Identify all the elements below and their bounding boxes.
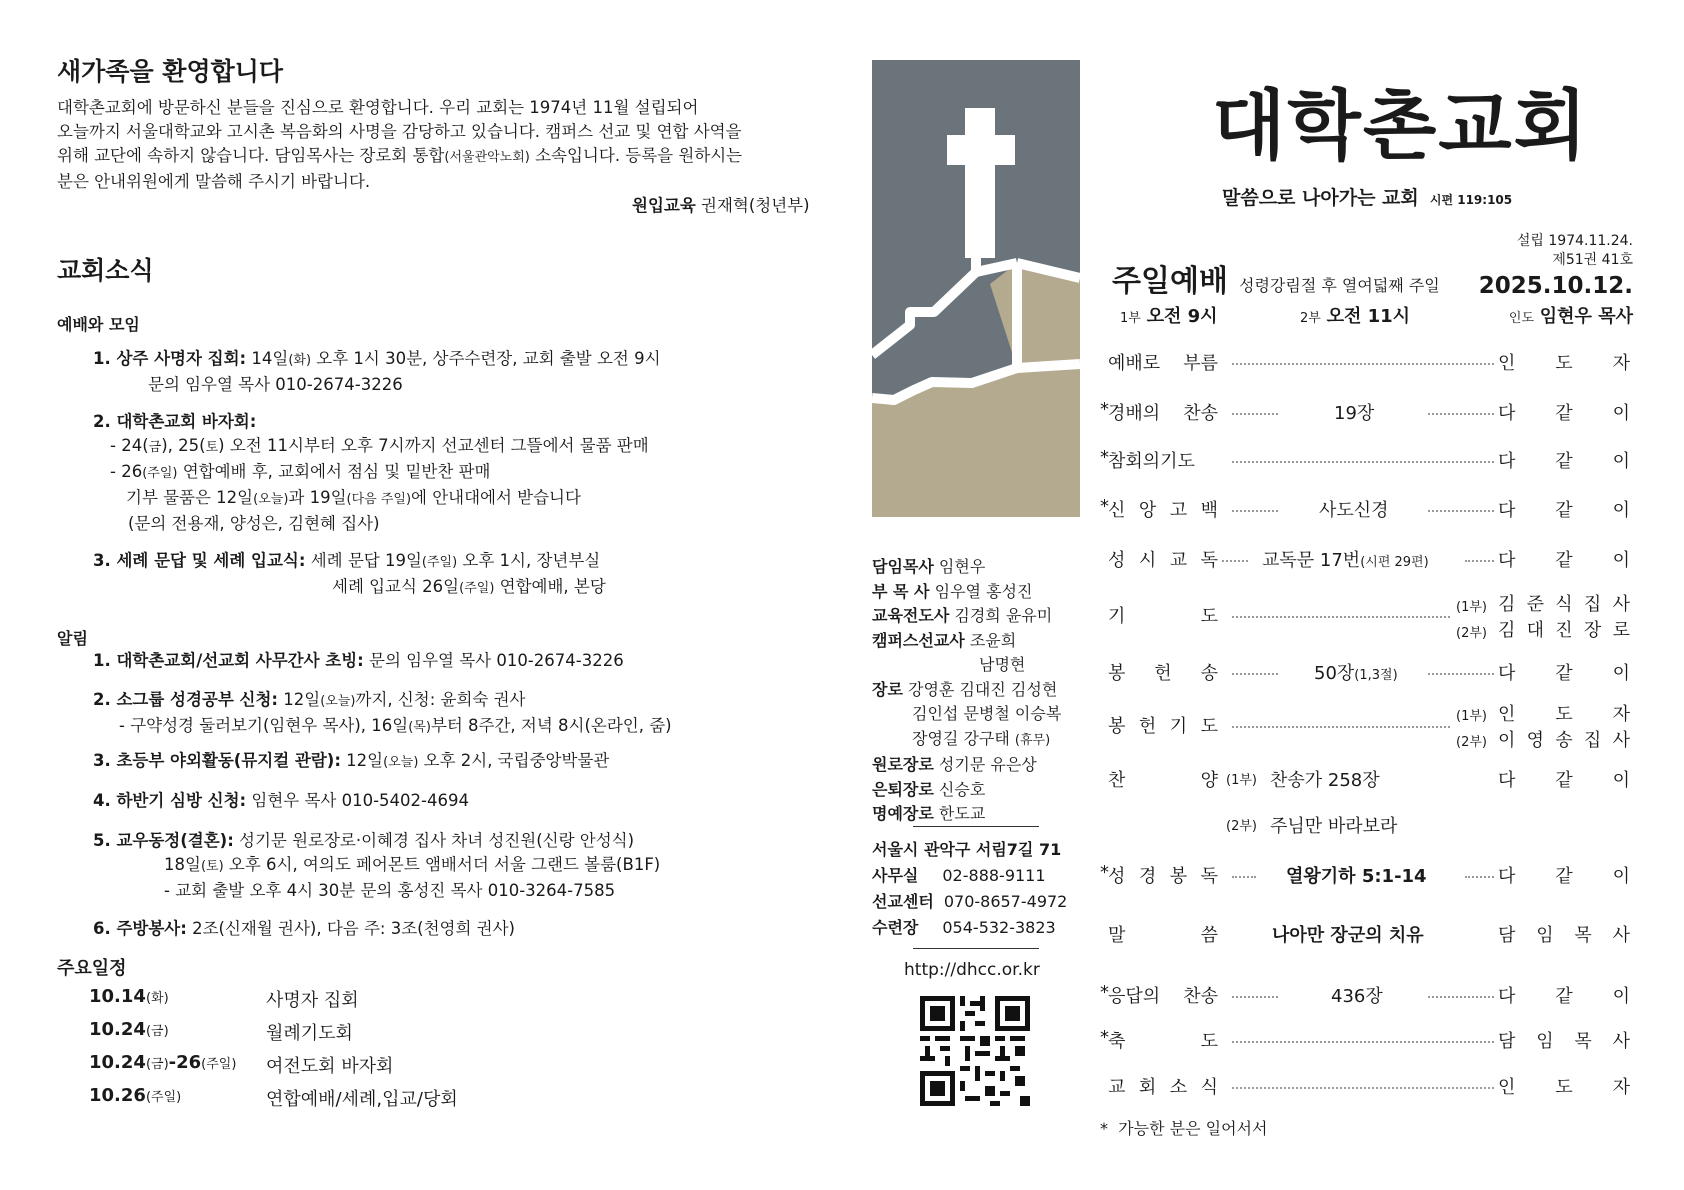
- education-line: 원입교육 권재혁(청년부): [632, 196, 810, 215]
- notice-6: 6. 주방봉사: 2조(신재월 권사), 다음 주: 3조(천영희 권사): [93, 919, 515, 938]
- welcome-text: 대학촌교회에 방문하신 분들을 진심으로 환영합니다. 우리 교회는 1974년 11월 설립되어 오늘까지 서울대학교와 고시촌 복음화의 사명을 감당하고 있습니다. 캠퍼스 선교 및 연합 사역을 위해 교단에 속하지 않습니다. 담임목사는 장로회 통합(서울관악노회) 소속입니다. 등록을 원하시는 분은 안내위원에게 말씀해 주시기 바랍니다.: [57, 98, 743, 191]
- bulletin-date: 2025.10.12.: [1478, 273, 1633, 299]
- notice-3: 3. 초등부 야외활동(뮤지컬 관람): 12일(오늘) 오후 2시, 국립중앙박물관: [93, 751, 610, 770]
- divider: [913, 826, 1039, 827]
- news-item-2: 2. 대학촌교회 바자회: - 24(금), 25(토) 오전 11시부터 오후 7시까지 선교센터 그뜰에서 물품 판매 - 26(주일) 연합예배 후, 교회에서 점심 및 밑반찬 판매 기부 물품은 12일(오늘)과 19일(다음 주일)에 안내대에서 받습니다 (문의 전용재, 양성은, 김현혜 집사): [93, 412, 649, 533]
- notice-heading: 알림: [57, 629, 88, 648]
- worship-heading: 예배와 모임: [57, 315, 140, 334]
- motto: 말씀으로 나아가는 교회 시편 119:105: [1222, 187, 1513, 209]
- service-leader: 인도 임현우 목사: [1508, 306, 1633, 327]
- second-service: 2부 오전 11시: [1300, 306, 1411, 327]
- notice-5: 5. 교우동정(결혼): 성기문 원로장로·이혜경 집사 차녀 성진원(신랑 안성식) 18일(토) 오후 6시, 여의도 페어몬트 앰배서더 서울 그랜드 볼룸(B1F) - 교회 출발 오후 4시 30분 문의 홍성진 목사 010-3264-7585: [93, 831, 661, 900]
- standing-footnote: * 가능한 분은 일어서서: [1100, 1119, 1268, 1138]
- service-title: 주일예배 성령강림절 후 열여덟째 주일: [1112, 264, 1440, 299]
- schedule-row: 10.24(금)-26(주일) 여전도회 바자회: [89, 1052, 394, 1077]
- schedule-row: 10.26(주일) 연합예배/세례,입교/당회: [89, 1085, 458, 1110]
- news-title: 교회소식: [57, 256, 154, 285]
- news-item-3: 3. 세례 문답 및 세례 입교식: 세례 문답 19일(주일) 오후 1시, 장년부실 세례 입교식 26일(주일) 연합예배, 본당: [93, 551, 606, 596]
- schedule-title: 주요일정: [57, 958, 127, 979]
- news-item-1: 1. 상주 사명자 집회: 14일(화) 오후 1시 30분, 상주수련장, 교회 출발 오전 9시 문의 임우열 목사 010-2674-3226: [93, 349, 661, 394]
- volume-info: 설립 1974.11.24. 제51권 41호: [1516, 233, 1633, 268]
- notice-1: 1. 대학촌교회/선교회 사무간사 초빙: 문의 임우열 목사 010-2674-3226: [93, 651, 624, 670]
- schedule-row: 10.24(금) 월례기도회: [89, 1019, 353, 1044]
- notice-2: 2. 소그룹 성경공부 신청: 12일(오늘)까지, 신청: 윤희숙 권사 - 구약성경 둘러보기(임현우 목사), 16일(목)부터 8주간, 저녁 8시(온라인, 줌): [93, 690, 672, 735]
- church-name: 대학촌교회: [1212, 81, 1590, 170]
- contact-block: 서울시 관악구 서림7길 71 사무실 02-888-9111 선교센터 070-8657-4972 수련장 054-532-3823: [872, 840, 1068, 937]
- qr-code[interactable]: [920, 996, 1030, 1106]
- first-service: 1부 오전 9시: [1120, 306, 1218, 327]
- divider: [913, 948, 1039, 949]
- welcome-title: 새가족을 환영합니다: [57, 57, 284, 86]
- notice-4: 4. 하반기 심방 신청: 임현우 목사 010-5402-4694: [93, 791, 469, 810]
- website-link[interactable]: http://dhcc.or.kr: [904, 960, 1040, 980]
- schedule-row: 10.14(화) 사명자 집회: [89, 986, 359, 1011]
- staff-list: 담임목사 임현우 부 목 사 임우열 홍성진 교육전도사 김경희 윤유미 캠퍼스선교사 조윤희 남명현 장로 강영훈 김대진 김성현 김인섭 문병철 이승복 장영길 강구태 (휴무) 원로장로 성기문 유은상 은퇴장로 신승호 명예장로 한도교: [872, 557, 1062, 823]
- cross-logo: [872, 60, 1080, 517]
